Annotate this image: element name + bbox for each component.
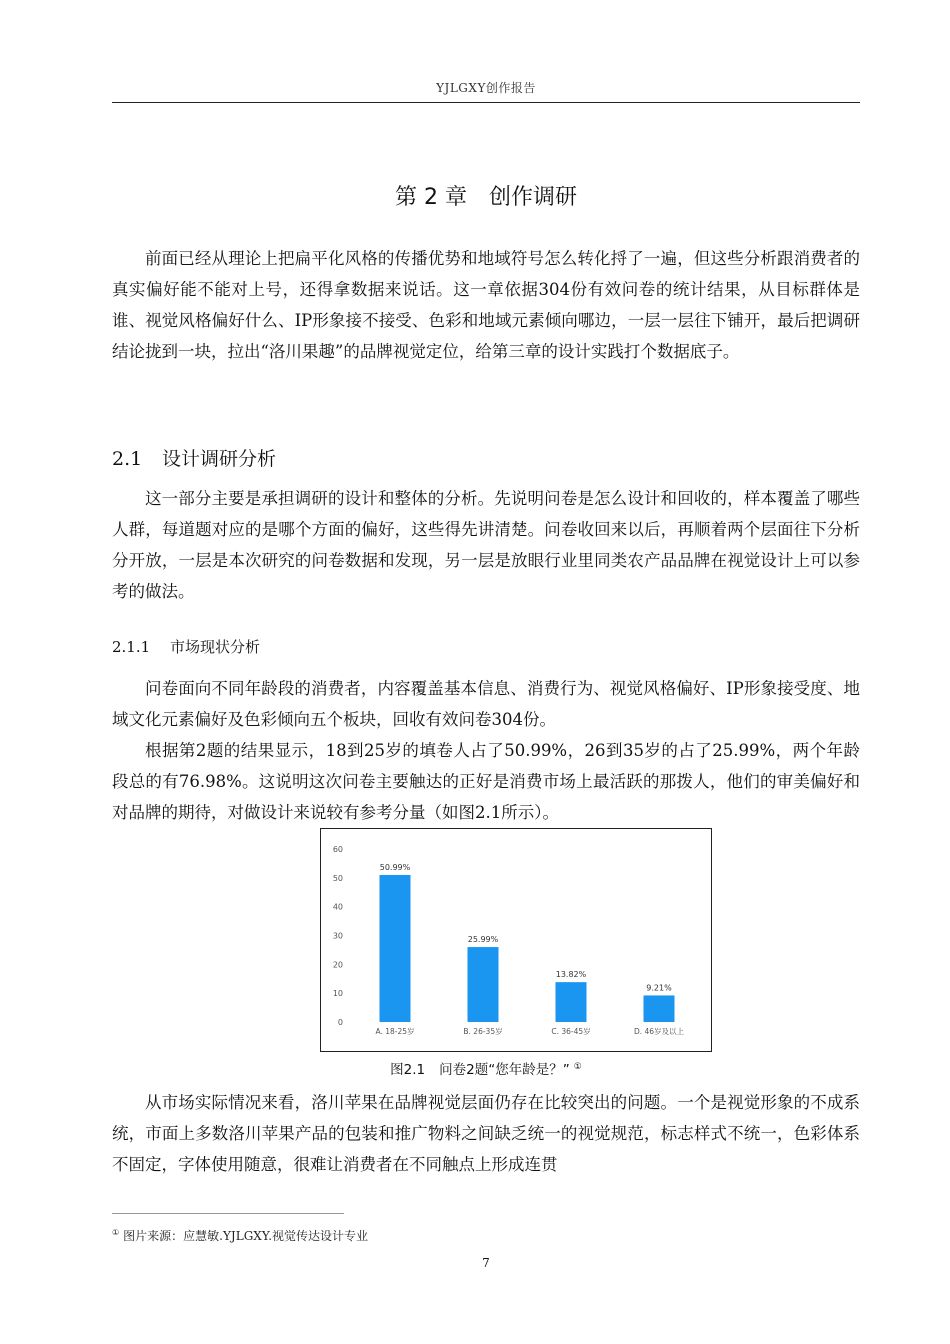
caption-text: 问卷2题“您年龄是？” bbox=[439, 1062, 570, 1078]
bar bbox=[556, 982, 587, 1022]
intro-paragraph bbox=[112, 243, 860, 367]
subsection-text-1: 问卷面向不同年龄段的消费者，内容覆盖基本信息、消费行为、视觉风格偏好、IP形象接受度、地域文化元素偏好及色彩倾向五个板块，回收有效问卷304份。 bbox=[112, 679, 860, 729]
bar-value-label: 9.21% bbox=[646, 983, 672, 993]
bar bbox=[380, 875, 411, 1022]
caption-footnote-mark: ① bbox=[573, 1061, 582, 1072]
market-paragraph bbox=[112, 1087, 860, 1180]
age-bar-chart bbox=[320, 828, 712, 1052]
subsection-heading bbox=[112, 636, 260, 657]
section-heading bbox=[112, 444, 276, 471]
x-tick-label: C. 36-45岁 bbox=[551, 1027, 591, 1036]
footnote-mark: ① bbox=[112, 1228, 120, 1237]
chapter-number: 第 2 章 bbox=[395, 185, 467, 210]
bar-value-label: 50.99% bbox=[379, 862, 411, 872]
y-tick-label: 30 bbox=[332, 931, 343, 941]
footnote bbox=[112, 1227, 368, 1244]
bar-value-label: 25.99% bbox=[467, 935, 499, 945]
bar bbox=[468, 947, 499, 1022]
y-tick-label: 50 bbox=[332, 873, 343, 883]
page-number: 7 bbox=[482, 1256, 490, 1270]
section-number: 2.1 bbox=[112, 448, 143, 470]
y-tick-label: 10 bbox=[332, 989, 343, 999]
header-rule bbox=[112, 102, 860, 103]
chapter-title bbox=[112, 180, 860, 211]
y-tick-label: 20 bbox=[332, 960, 343, 970]
y-tick-label: 40 bbox=[332, 902, 343, 912]
chart-canvas bbox=[321, 829, 711, 1051]
y-tick-label: 60 bbox=[332, 845, 343, 854]
subsection-text-3: 从市场实际情况来看，洛川苹果在品牌视觉层面仍存在比较突出的问题。一个是视觉形象的不成系统，市面上多数洛川苹果产品的包装和推广物料之间缺乏统一的视觉规范，标志样式不统一，色彩体系不固定，字体使用随意，很难让消费者在不同触点上形成连贯 bbox=[112, 1093, 860, 1174]
subsection-text-2: 根据第2题的结果显示，18到25岁的填卷人占了50.99%，26到35岁的占了25.99%，两个年龄段总的有76.98%。这说明这次问卷主要触达的正好是消费市场上最活跃的那拨人，他们的审美偏好和对品牌的期待，对做设计来说较有参考分量（如图2.1所示）。 bbox=[112, 741, 860, 822]
subsection-number: 2.1.1 bbox=[112, 638, 151, 656]
x-tick-label: B. 26-35岁 bbox=[463, 1027, 503, 1036]
chapter-name: 创作调研 bbox=[488, 185, 577, 210]
subsection-paragraphs bbox=[112, 673, 860, 828]
running-header: YJLGXY创作报告 bbox=[436, 81, 536, 95]
footnote-text: 图片来源：应慧敏.YJLGXY.视觉传达设计专业 bbox=[123, 1229, 369, 1243]
figure-caption bbox=[112, 1058, 860, 1078]
section-paragraph bbox=[112, 483, 860, 607]
intro-text: 前面已经从理论上把扁平化风格的传播优势和地域符号怎么转化捋了一遍，但这些分析跟消费者的真实偏好能不能对上号，还得拿数据来说话。这一章依据304份有效问卷的统计结果，从目标群体是谁、视觉风格偏好什么、IP形象接不接受、色彩和地域元素倾向哪边，一层一层往下铺开，最后把调研结论拢到一块，拉出“洛川果趣”的品牌视觉定位，给第三章的设计实践打个数据底子。 bbox=[112, 249, 860, 361]
footnote-rule bbox=[112, 1213, 344, 1214]
section-name: 设计调研分析 bbox=[162, 448, 277, 470]
bar-value-label: 13.82% bbox=[555, 970, 587, 980]
x-tick-label: A. 18-25岁 bbox=[375, 1027, 415, 1036]
subsection-name: 市场现状分析 bbox=[170, 638, 261, 656]
x-tick-label: D. 46岁及以上 bbox=[633, 1027, 685, 1036]
y-tick-label: 0 bbox=[337, 1018, 343, 1027]
bar bbox=[644, 995, 675, 1022]
caption-number: 图2.1 bbox=[390, 1062, 426, 1078]
section-text: 这一部分主要是承担调研的设计和整体的分析。先说明问卷是怎么设计和回收的，样本覆盖了哪些人群，每道题对应的是哪个方面的偏好，这些得先讲清楚。问卷收回来以后，再顺着两个层面往下分析分开放，一层是本次研究的问卷数据和发现，另一层是放眼行业里同类农产品品牌在视觉设计上可以参考的做法。 bbox=[112, 489, 860, 601]
